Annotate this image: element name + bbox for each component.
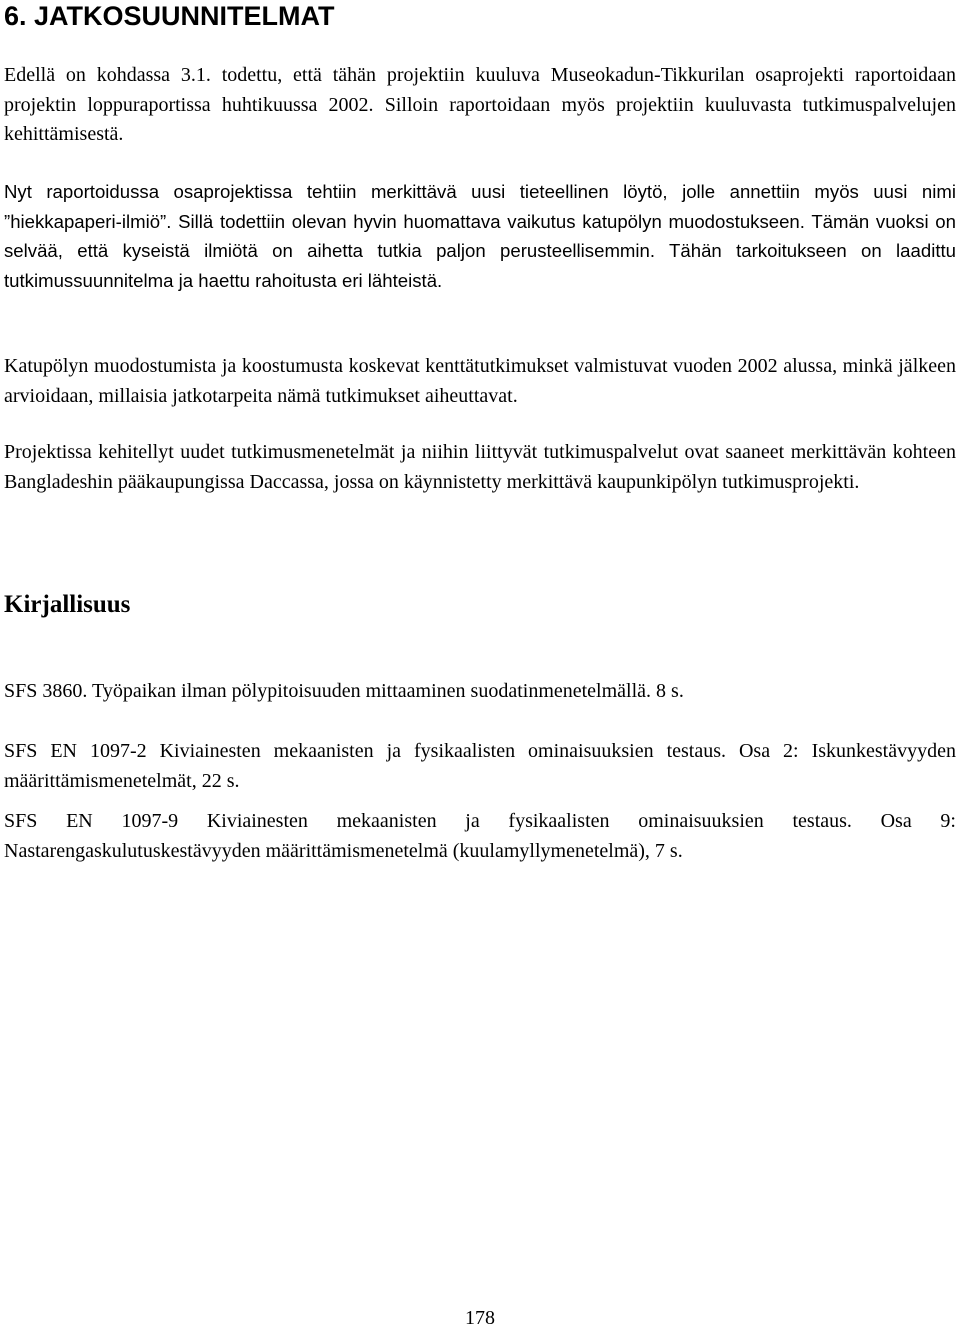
document-page (4, 0, 956, 1328)
references-heading: Kirjallisuus (4, 591, 131, 618)
reference-item: SFS 3860. Työpaikan ilman pölypitoisuuden mittaaminen suodatinmenetelmällä. 8 s. (4, 680, 684, 702)
paragraph-bangladesh: Projektissa kehitellyt uudet tutkimusmenetelmät ja niihin liittyvät tutkimuspalvelut ovat saaneet merkittävän kohteen Bangladeshin pääkaupungissa Daccassa, jossa on käynnistetty merkittävä kaupunkipölyn tutkimusprojekti. (4, 441, 956, 493)
reference-item: SFS EN 1097-2 Kiviainesten mekaanisten ja fysikaalisten ominaisuuksien testaus. Osa 2: Iskunkestävyyden määrittämismenetelmät, 22 s. (4, 740, 956, 792)
reference-item: SFS EN 1097-9 Kiviainesten mekaanisten ja fysikaalisten ominaisuuksien testaus. Osa 9: Nastarengaskulutuskestävyyden määrittämismenetelmä (kuulamyllymenetelmä), 7 s. (4, 810, 956, 862)
page-number: 178 (465, 1307, 495, 1329)
paragraph-field-studies: Katupölyn muodostumista ja koostumusta koskevat kenttätutkimukset valmistuvat vuoden 2002 alussa, minkä jälkeen arvioidaan, millaisia jatkotarpeita nämä tutkimukset aiheuttavat. (4, 355, 956, 407)
paragraph-discovery: Nyt raportoidussa osaprojektissa tehtiin merkittävä uusi tieteellinen löytö, jolle annettiin myös uusi nimi ”hiekkapaperi-ilmiö”. Sillä todettiin olevan hyvin huomattava vaikutus katupölyn muodostukseen. Tämän vuoksi on selvää, että kyseistä ilmiötä on aihetta tutkia paljon perusteellisemmin. Tähän tarkoitukseen on laadittu tutkimussuunnitelma ja haettu rahoitusta eri lähteistä. (4, 181, 956, 291)
chapter-title: 6. JATKOSUUNNITELMAT (4, 1, 335, 31)
paragraph-intro: Edellä on kohdassa 3.1. todettu, että tähän projektiin kuuluva Museokadun-Tikkurilan osaprojekti raportoidaan projektin loppuraportissa huhtikuussa 2002. Silloin raportoidaan myös projektiin kuuluvasta tutkimuspalvelujen kehittämisestä. (4, 64, 956, 145)
